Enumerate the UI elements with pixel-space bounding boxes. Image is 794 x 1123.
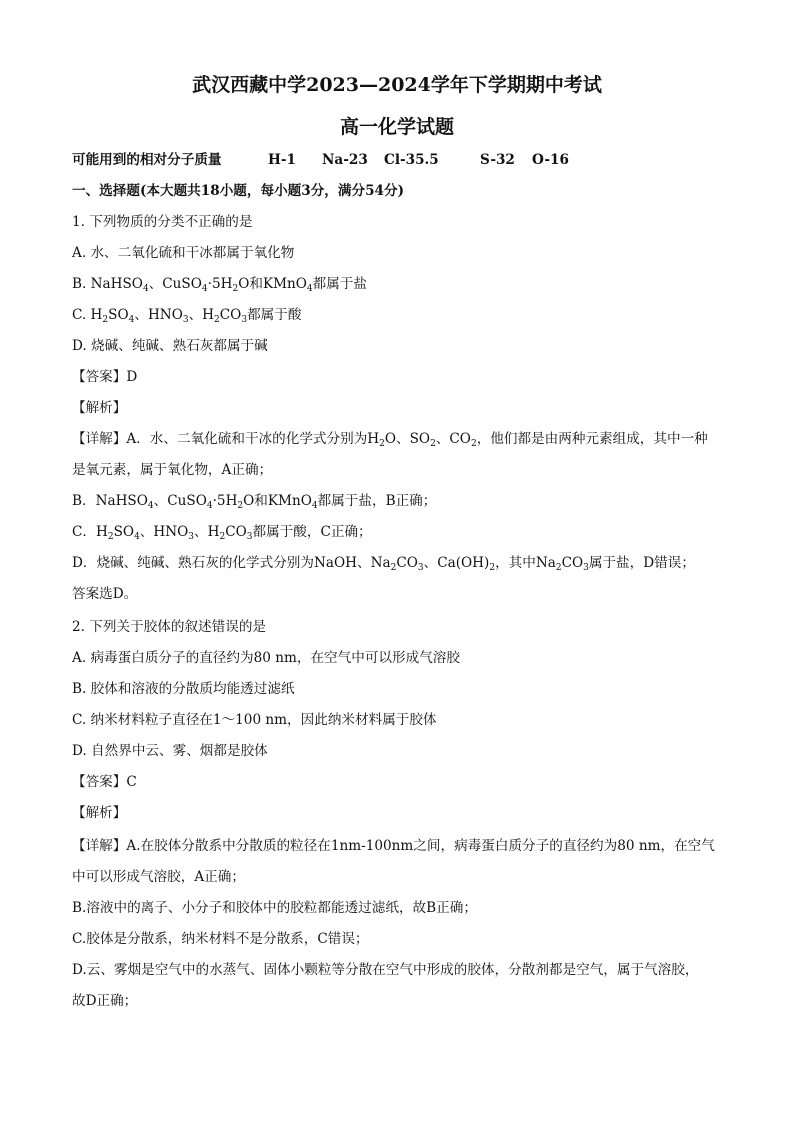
- q1-option-d: D. 烧碱、纯碱、熟石灰都属于碱: [72, 338, 268, 354]
- q2-detail-a: 【详解】A.在胶体分散系中分散质的粒径在1nm-100nm之间，病毒蛋白质分子的直径约为80 nm，在空气: [72, 838, 715, 854]
- masses-label: 可能用到的相对分子质量: [72, 152, 222, 168]
- q1-option-b: B. NaHSO$_4$、$CuSO_4\cdot 5H_2O$和KMnO$_4$都属于盐: [72, 276, 368, 294]
- mass-na: Na-23: [322, 152, 368, 168]
- q2-stem: 2. 下列关于胶体的叙述错误的是: [72, 619, 267, 635]
- q1-detail-b: B．NaHSO$_4$、$CuSO_4\cdot 5H_2O$和KMnO$_4$都属于盐，B正确；: [72, 493, 437, 511]
- q1-option-c: C. $H_2SO_4$、$HNO_3$、$H_2CO_3$都属于酸: [72, 307, 302, 325]
- mass-h: H-1: [268, 152, 296, 168]
- q2-analysis-label: 【解析】: [72, 805, 127, 821]
- mass-s: S-32: [480, 152, 515, 168]
- q1-stem: 1. 下列物质的分类不正确的是: [72, 214, 253, 230]
- exam-title: 武汉西藏中学2023—2024学年下学期期中考试: [192, 74, 602, 96]
- q1-detail-c: C．$H_2SO_4$、$HNO_3$、$H_2CO_3$都属于酸，C正确；: [72, 524, 372, 542]
- q1-detail-d: D．烧碱、纯碱、熟石灰的化学式分别为NaOH、$Na_2CO_3$、$Ca(OH)_2$，其中$Na_2CO_3$属于盐，D错误；: [72, 555, 695, 573]
- q2-detail-d-cont: 故D正确；: [72, 993, 138, 1009]
- q1-conclusion: 答案选D。: [72, 586, 138, 602]
- q1-analysis-label: 【解析】: [72, 400, 127, 416]
- q2-detail-b: B.溶液中的离子、小分子和胶体中的胶粒都能透过滤纸，故B正确；: [72, 900, 477, 916]
- q2-option-c: C. 纳米材料粒子直径在1～100 nm，因此纳米材料属于胶体: [72, 712, 437, 728]
- q1-detail-a: 【详解】A．水、二氧化硫和干冰的化学式分别为$H_2O$、$SO_2$、$CO_2$，他们都是由两种元素组成，其中一种: [72, 431, 708, 449]
- section-heading: 一、选择题(本大题共18小题，每小题3分，满分54分): [72, 183, 405, 199]
- q2-option-b: B. 胶体和溶液的分散质均能透过滤纸: [72, 681, 295, 697]
- exam-subtitle: 高一化学试题: [339, 116, 454, 138]
- mass-o: O-16: [532, 152, 569, 168]
- q1-detail-a-cont: 是氧元素，属于氧化物，A正确；: [72, 462, 273, 478]
- q2-option-a: A. 病毒蛋白质分子的直径约为80 nm，在空气中可以形成气溶胶: [72, 650, 460, 666]
- q2-option-d: D. 自然界中云、雾、烟都是胶体: [72, 743, 268, 759]
- q2-detail-d: D.云、雾烟是空气中的水蒸气、固体小颗粒等分散在空气中形成的胶体，分散剂都是空气，属于气溶胶，: [72, 962, 699, 978]
- q1-option-a: A. 水、二氧化硫和干冰都属于氧化物: [72, 245, 295, 261]
- q2-answer: 【答案】C: [72, 774, 137, 790]
- mass-cl: Cl-35.5: [384, 152, 439, 168]
- q2-detail-c: C.胶体是分散系，纳米材料不是分散系，C错误；: [72, 931, 369, 947]
- q1-answer: 【答案】D: [72, 369, 138, 385]
- q2-detail-a-cont: 中可以形成气溶胶，A正确；: [72, 869, 245, 885]
